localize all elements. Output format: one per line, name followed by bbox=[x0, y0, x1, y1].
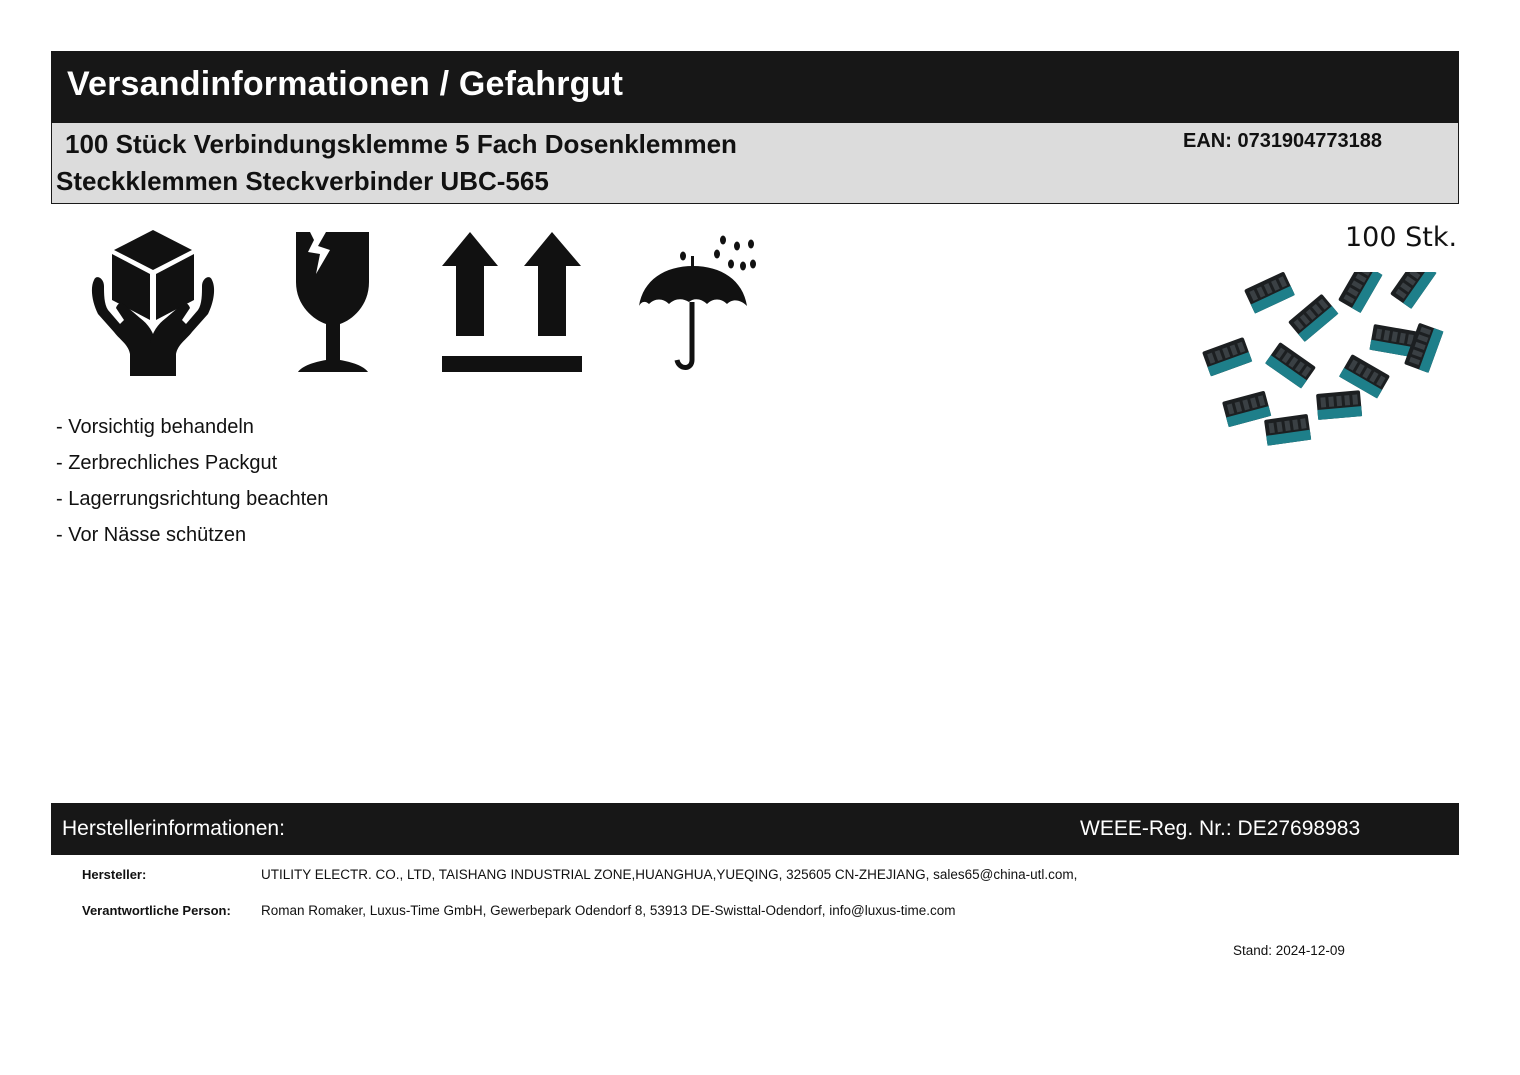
hersteller-label: Hersteller: bbox=[82, 867, 147, 882]
product-name-line-2: Steckklemmen Steckverbinder UBC-565 bbox=[56, 166, 549, 196]
fragile-glass-icon bbox=[296, 230, 370, 374]
product-box bbox=[51, 123, 1459, 204]
note-item: - Vorsichtig behandeln bbox=[56, 416, 254, 438]
page-title: Versandinformationen / Gefahrgut bbox=[67, 65, 624, 103]
keep-dry-umbrella-icon bbox=[637, 230, 757, 372]
quantity-label: 100 Stk. bbox=[1345, 222, 1458, 253]
ean-code: EAN: 0731904773188 bbox=[1183, 130, 1383, 152]
header-bar bbox=[51, 51, 1459, 123]
responsible-person-value: Roman Romaker, Luxus-Time GmbH, Gewerbepark Odendorf 8, 53913 DE-Swisttal-Odendorf, info@luxus-time.com bbox=[261, 903, 956, 918]
product-name-line-1: 100 Stück Verbindungsklemme 5 Fach Dosenklemmen bbox=[65, 129, 737, 159]
manufacturer-info-title: Herstellerinformationen: bbox=[62, 817, 285, 840]
note-item: - Vor Nässe schützen bbox=[56, 524, 247, 546]
hersteller-value: UTILITY ELECTR. CO., LTD, TAISHANG INDUSTRIAL ZONE,HUANGHUA,YUEQING, 325605 CN-ZHEJIANG, sales65@china-utl.com, bbox=[261, 867, 1078, 882]
note-item: - Zerbrechliches Packgut bbox=[56, 452, 278, 474]
manufacturer-info-bar bbox=[51, 803, 1459, 855]
weee-registration: WEEE-Reg. Nr.: DE27698983 bbox=[1080, 817, 1361, 840]
handle-with-care-icon bbox=[90, 228, 216, 376]
this-way-up-icon bbox=[441, 232, 583, 373]
note-item: - Lagerrungsrichtung beachten bbox=[56, 488, 329, 510]
handling-notes bbox=[56, 413, 328, 557]
revision-date: Stand: 2024-12-09 bbox=[1233, 943, 1345, 958]
product-image bbox=[1192, 272, 1448, 464]
responsible-person-label: Verantwortliche Person: bbox=[82, 903, 231, 918]
